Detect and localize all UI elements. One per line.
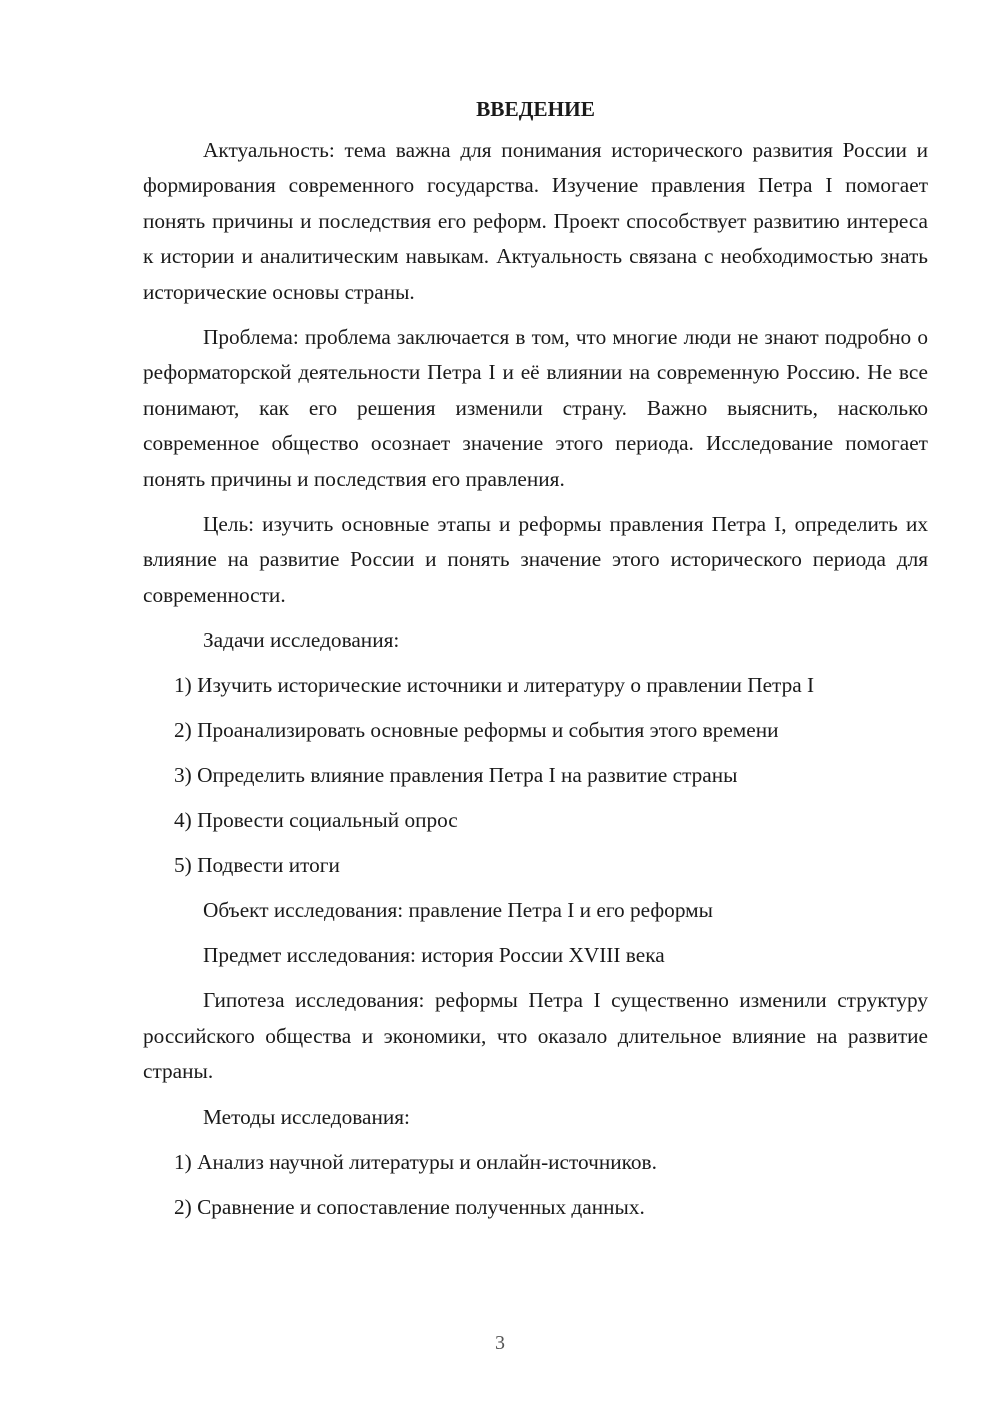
task-item-1: 1) Изучить исторические источники и литературу о правлении Петра I	[174, 673, 815, 698]
task-item-4: 4) Провести социальный опрос	[174, 808, 458, 833]
relevance-paragraph: Актуальность: тема важна для понимания исторического развития России и формирования современного государства. Изучение правления Петра I помогает понять причины и последствия его реформ. Проект способствует развитию интереса к истории и аналитическим навыкам. Актуальность связана с необходимостью знать исторические основы страны.	[143, 138, 928, 304]
hypothesis-paragraph: Гипотеза исследования: реформы Петра I существенно изменили структуру российского общества и экономики, что оказало длительное влияние на развитие страны.	[143, 988, 928, 1084]
method-item-1: 1) Анализ научной литературы и онлайн-источников.	[174, 1149, 657, 1174]
task-item-5: 5) Подвести итоги	[174, 853, 340, 878]
tasks-heading: Задачи исследования:	[203, 628, 400, 653]
task-item-2: 2) Проанализировать основные реформы и события этого времени	[174, 718, 779, 743]
methods-heading: Методы исследования:	[203, 1104, 410, 1129]
subject-line: Предмет исследования: история России XVIII века	[203, 943, 665, 968]
object-line: Объект исследования: правление Петра I и его реформы	[203, 898, 713, 923]
page-title: ВВЕДЕНИЕ	[476, 97, 595, 121]
goal-paragraph: Цель: изучить основные этапы и реформы правления Петра I, определить их влияние на развитие России и понять значение этого исторического периода для современности.	[143, 512, 928, 607]
document-page	[143, 92, 928, 1225]
task-item-3: 3) Определить влияние правления Петра I на развитие страны	[174, 763, 738, 788]
page-number: 3	[495, 1332, 505, 1354]
problem-paragraph: Проблема: проблема заключается в том, что многие люди не знают подробно о реформаторской деятельности Петра I и её влиянии на современную Россию. Не все понимают, как его решения изменили страну. Важно выяснить, насколько современное общество осознает значение этого периода. Исследование помогает понять причины и последствия его правления.	[143, 325, 928, 491]
method-item-2: 2) Сравнение и сопоставление полученных данных.	[174, 1194, 645, 1219]
